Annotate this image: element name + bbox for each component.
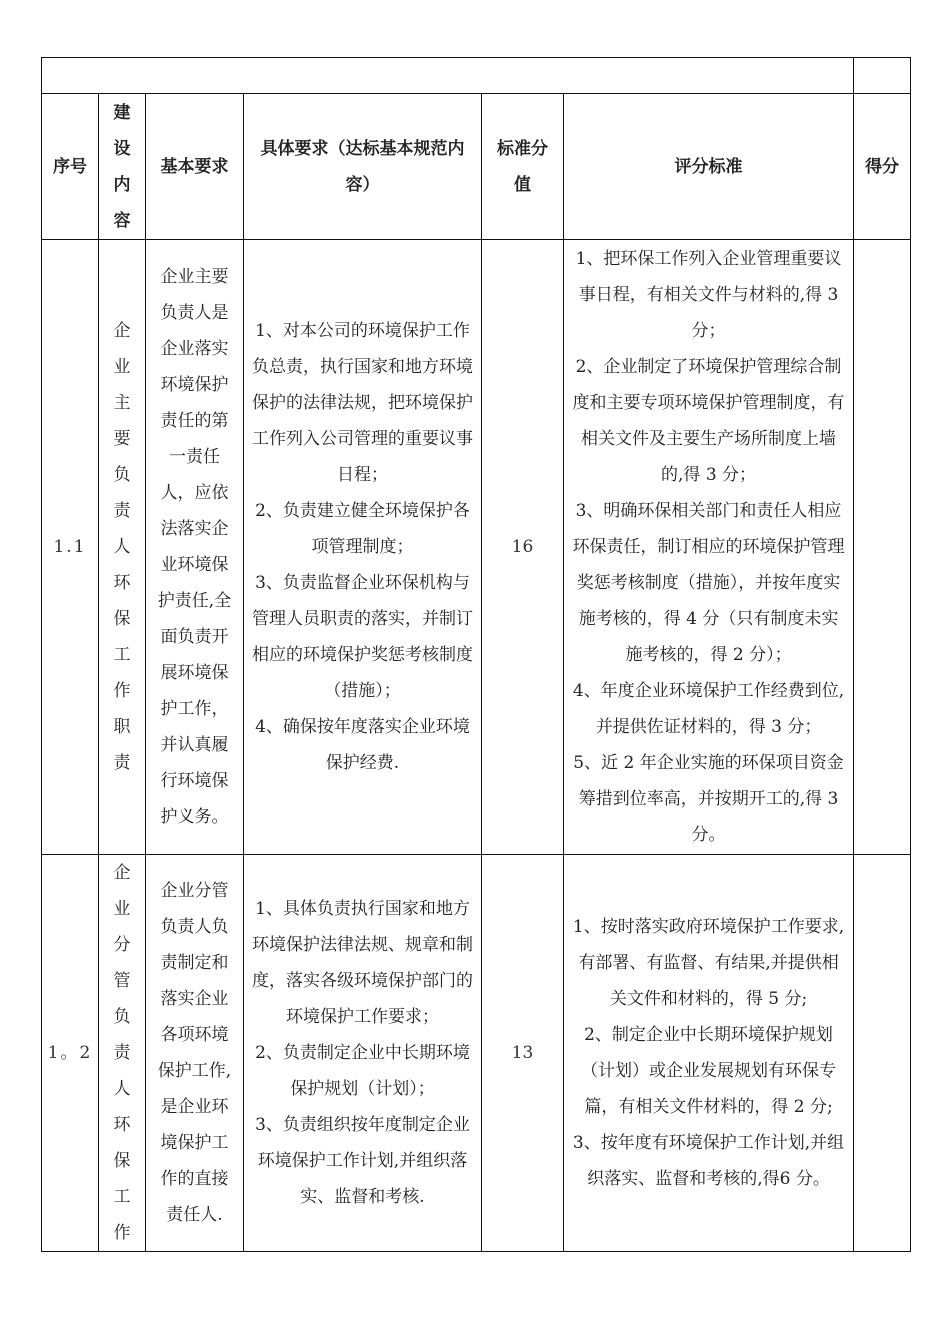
criteria-item: 3、明确环保相关部门和责任人相应环保责任，制订相应的环境保护管理奖惩考核制度（措施），并按年度实施考核的，得 4 分（只有制度未实施考核的，得 2 分）； <box>572 501 845 665</box>
specific-item: 3、负责监督企业环保机构与管理人员职责的落实，并制订相应的环境保护奖惩考核制度（措施）； <box>252 573 473 701</box>
row-score <box>854 855 911 1252</box>
row-seq: 1.1 <box>42 240 99 855</box>
header-seq: 序号 <box>42 94 99 240</box>
criteria-item: 5、近 2 年企业实施的环保项目资金筹措到位率高，并按期开工的,得 3 分。 <box>573 753 844 845</box>
header-criteria: 评分标准 <box>564 94 854 240</box>
specific-item: 1、具体负责执行国家和地方环境保护法律法规、规章和制度，落实各级环境保护部门的环境保护工作要求； <box>252 899 473 1027</box>
row-score <box>854 240 911 855</box>
row-content: 企业分管负责人环保工作 <box>99 855 146 1252</box>
specific-item: 2、负责建立健全环境保护各项管理制度； <box>255 501 470 557</box>
specific-item: 1、对本公司的环境保护工作负总责，执行国家和地方环境保护的法律法规，把环境保护工作列入公司管理的重要议事日程； <box>252 321 473 485</box>
criteria-item: 3、按年度有环境保护工作计划,并组织落实、监督和考核的,得6 分。 <box>572 1133 845 1189</box>
header-specific: 具体要求（达标基本规范内容） <box>244 94 482 240</box>
row-basic: 企业主要负责人是企业落实环境保护责任的第一责任人，应依法落实企业环境保护责任,全面负责开展环境保护工作，并认真履行环境保护义务。 <box>146 240 244 855</box>
table-row <box>42 240 911 855</box>
header-basic: 基本要求 <box>146 94 244 240</box>
specific-item: 2、负责制定企业中长期环境保护规划（计划）； <box>255 1043 470 1099</box>
row-criteria <box>564 240 854 855</box>
criteria-item: 1、把环保工作列入企业管理重要议事日程，有相关文件与材料的,得 3 分； <box>575 249 842 341</box>
header-content: 建设内容 <box>99 94 146 240</box>
row-basic: 企业分管负责人负责制定和落实企业各项环境保护工作,是企业环境保护工作的直接责任人. <box>146 855 244 1252</box>
row-seq: 1。2 <box>42 855 99 1252</box>
row-content: 企业主要负责人环保工作职责 <box>99 240 146 855</box>
criteria-item: 4、年度企业环境保护工作经费到位,并提供佐证材料的，得 3 分； <box>572 681 845 737</box>
criteria-item: 2、企业制定了环境保护管理综合制度和主要专项环境保护管理制度，有相关文件及主要生产场所制度上墙的,得 3 分； <box>572 357 845 485</box>
criteria-item: 2、制定企业中长期环境保护规划（计划）或企业发展规划有环保专篇，有相关文件材料的，得 2 分; <box>581 1025 837 1117</box>
header-standard-score: 标准分值 <box>482 94 564 240</box>
row-standard-score: 13 <box>482 855 564 1252</box>
row-specific <box>244 855 482 1252</box>
row-criteria <box>564 855 854 1252</box>
specific-item: 3、负责组织按年度制定企业环境保护工作计划,并组织落实、监督和考核. <box>255 1115 470 1207</box>
blank-top-row <box>42 58 911 94</box>
standards-table <box>41 57 911 1252</box>
table-row <box>42 855 911 1252</box>
header-row <box>42 94 911 240</box>
blank-top-score-cell <box>854 58 911 94</box>
header-score: 得分 <box>854 94 911 240</box>
specific-item: 4、确保按年度落实企业环境保护经费. <box>255 717 470 773</box>
row-standard-score: 16 <box>482 240 564 855</box>
row-specific <box>244 240 482 855</box>
criteria-item: 1、按时落实政府环境保护工作要求,有部署、有监督、有结果,并提供相关文件和材料的，得 5 分; <box>572 917 845 1009</box>
blank-top-cell <box>42 58 854 94</box>
